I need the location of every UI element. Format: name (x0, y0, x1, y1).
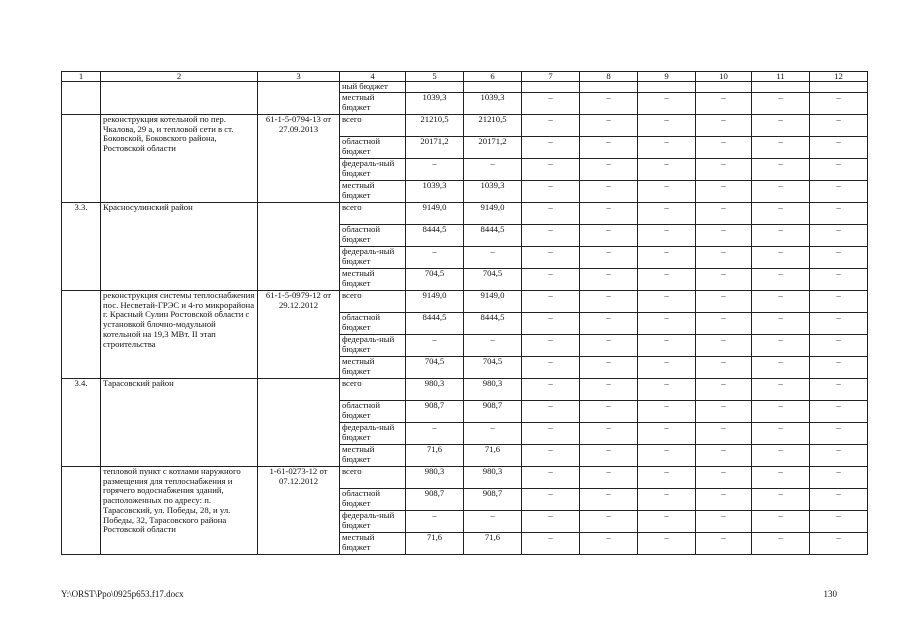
funding-source-cell: местный бюджет (340, 533, 406, 555)
year-amount-cell: – (696, 93, 752, 115)
item-number-cell (62, 82, 101, 115)
year-amount-cell: – (752, 467, 810, 489)
page-number: 130 (823, 589, 837, 599)
funding-source-cell: всего (340, 291, 406, 313)
year-amount-cell (522, 82, 580, 93)
amount-cell: – (464, 159, 522, 181)
amount-cell: 980,3 (406, 379, 464, 401)
year-amount-cell: – (580, 335, 638, 357)
year-amount-cell: – (638, 445, 696, 467)
amount-cell: 8444,5 (464, 313, 522, 335)
year-amount-cell: – (696, 401, 752, 423)
year-amount-cell: – (580, 401, 638, 423)
year-amount-cell: – (752, 511, 810, 533)
year-amount-cell: – (696, 467, 752, 489)
funding-source-cell: местный бюджет (340, 93, 406, 115)
year-amount-cell: – (638, 159, 696, 181)
object-name-cell: реконструкция системы теплоснабжения пос. Несветай-ГРЭС и 4-го микрорайона г. Красный Сулин Ростовской области с установкой блочно-модульной котельной на 19,3 МВт. II этап строительства (101, 291, 258, 379)
column-header: 2 (101, 72, 258, 82)
year-amount-cell: – (810, 137, 868, 159)
year-amount-cell: – (580, 159, 638, 181)
year-amount-cell: – (580, 181, 638, 203)
amount-cell: – (406, 159, 464, 181)
year-amount-cell: – (522, 511, 580, 533)
year-amount-cell: – (522, 379, 580, 401)
column-header: 3 (258, 72, 340, 82)
year-amount-cell: – (810, 511, 868, 533)
year-amount-cell: – (580, 247, 638, 269)
amount-cell: 980,3 (464, 467, 522, 489)
funding-source-cell: местный бюджет (340, 445, 406, 467)
year-amount-cell: – (638, 93, 696, 115)
year-amount-cell: – (580, 489, 638, 511)
year-amount-cell: – (638, 247, 696, 269)
amount-cell: – (406, 423, 464, 445)
year-amount-cell: – (696, 489, 752, 511)
year-amount-cell: – (810, 181, 868, 203)
year-amount-cell: – (696, 357, 752, 379)
document-ref-cell: 1-61-0273-12 от 07.12.2012 (258, 467, 340, 555)
year-amount-cell: – (752, 115, 810, 137)
year-amount-cell: – (696, 159, 752, 181)
year-amount-cell: – (522, 115, 580, 137)
year-amount-cell: – (810, 115, 868, 137)
year-amount-cell: – (522, 225, 580, 247)
column-header: 7 (522, 72, 580, 82)
year-amount-cell: – (810, 467, 868, 489)
year-amount-cell: – (810, 93, 868, 115)
amount-cell: 1039,3 (464, 93, 522, 115)
year-amount-cell: – (580, 357, 638, 379)
amount-cell: 9149,0 (406, 291, 464, 313)
year-amount-cell: – (752, 401, 810, 423)
amount-cell: 8444,5 (464, 225, 522, 247)
year-amount-cell: – (522, 401, 580, 423)
year-amount-cell: – (696, 247, 752, 269)
funding-source-cell: федераль-ный бюджет (340, 159, 406, 181)
year-amount-cell: – (580, 203, 638, 225)
amount-cell: – (406, 247, 464, 269)
funding-source-cell: областной бюджет (340, 137, 406, 159)
object-name-cell (101, 82, 258, 115)
year-amount-cell: – (638, 137, 696, 159)
column-header: 8 (580, 72, 638, 82)
year-amount-cell: – (696, 511, 752, 533)
year-amount-cell (638, 82, 696, 93)
year-amount-cell: – (810, 489, 868, 511)
amount-cell: 980,3 (464, 379, 522, 401)
year-amount-cell: – (580, 423, 638, 445)
year-amount-cell: – (522, 467, 580, 489)
year-amount-cell: – (696, 379, 752, 401)
year-amount-cell: – (522, 489, 580, 511)
year-amount-cell: – (810, 269, 868, 291)
amount-cell (464, 82, 522, 93)
document-ref-cell: 61-1-5-0979-12 от 29.12.2012 (258, 291, 340, 379)
table-row (62, 115, 868, 137)
year-amount-cell: – (638, 225, 696, 247)
funding-source-cell: всего (340, 115, 406, 137)
amount-cell: 980,3 (406, 467, 464, 489)
year-amount-cell: – (810, 401, 868, 423)
year-amount-cell: – (810, 533, 868, 555)
year-amount-cell: – (810, 159, 868, 181)
funding-source-cell: местный бюджет (340, 181, 406, 203)
year-amount-cell: – (696, 335, 752, 357)
year-amount-cell: – (810, 291, 868, 313)
year-amount-cell: – (638, 401, 696, 423)
amount-cell: 1039,3 (406, 93, 464, 115)
year-amount-cell: – (696, 137, 752, 159)
year-amount-cell: – (522, 93, 580, 115)
object-name-cell: Тарасовский район (101, 379, 258, 467)
item-number-cell: 3.4. (62, 379, 101, 467)
year-amount-cell: – (522, 445, 580, 467)
year-amount-cell: – (638, 335, 696, 357)
year-amount-cell: – (638, 313, 696, 335)
column-header: 1 (62, 72, 101, 82)
amount-cell (406, 82, 464, 93)
amount-cell: 20171,2 (406, 137, 464, 159)
column-header: 5 (406, 72, 464, 82)
year-amount-cell: – (638, 489, 696, 511)
year-amount-cell: – (580, 511, 638, 533)
year-amount-cell: – (522, 335, 580, 357)
year-amount-cell: – (580, 115, 638, 137)
year-amount-cell: – (522, 159, 580, 181)
amount-cell: 9149,0 (406, 203, 464, 225)
object-name-cell: тепловой пункт с котлами наружного размещения для теплоснабжения и горячего водоснабжения зданий, расположенных по адресу: п. Тарасовский, ул. Победы, 28, и ул. Победы, 32, Тарасовского района Ростовской области (101, 467, 258, 555)
item-number-cell: 3.3. (62, 203, 101, 291)
year-amount-cell: – (752, 533, 810, 555)
year-amount-cell: – (752, 159, 810, 181)
funding-source-cell: федераль-ный бюджет (340, 247, 406, 269)
document-ref-cell (258, 82, 340, 115)
amount-cell: – (464, 335, 522, 357)
year-amount-cell: – (522, 269, 580, 291)
year-amount-cell: – (752, 203, 810, 225)
year-amount-cell: – (810, 445, 868, 467)
year-amount-cell: – (638, 423, 696, 445)
year-amount-cell: – (810, 313, 868, 335)
amount-cell: 71,6 (464, 445, 522, 467)
table-row (62, 291, 868, 313)
budget-table (61, 71, 868, 555)
year-amount-cell (810, 82, 868, 93)
document-ref-cell (258, 203, 340, 291)
year-amount-cell: – (810, 203, 868, 225)
year-amount-cell: – (752, 269, 810, 291)
amount-cell: 704,5 (464, 357, 522, 379)
item-number-cell (62, 291, 101, 379)
year-amount-cell: – (752, 313, 810, 335)
year-amount-cell: – (580, 225, 638, 247)
year-amount-cell: – (522, 181, 580, 203)
year-amount-cell: – (752, 137, 810, 159)
funding-source-cell: всего (340, 203, 406, 225)
document-ref-cell (258, 379, 340, 467)
column-header: 4 (340, 72, 406, 82)
year-amount-cell (580, 82, 638, 93)
amount-cell: 908,7 (406, 489, 464, 511)
amount-cell: – (464, 423, 522, 445)
year-amount-cell: – (810, 247, 868, 269)
amount-cell: 21210,5 (406, 115, 464, 137)
amount-cell: 908,7 (464, 489, 522, 511)
item-number-cell (62, 115, 101, 203)
year-amount-cell: – (752, 247, 810, 269)
year-amount-cell: – (580, 313, 638, 335)
year-amount-cell: – (522, 357, 580, 379)
year-amount-cell: – (696, 203, 752, 225)
year-amount-cell: – (580, 379, 638, 401)
year-amount-cell: – (580, 137, 638, 159)
column-header: 6 (464, 72, 522, 82)
year-amount-cell: – (810, 423, 868, 445)
year-amount-cell: – (696, 445, 752, 467)
year-amount-cell: – (696, 225, 752, 247)
year-amount-cell: – (752, 423, 810, 445)
amount-cell: 704,5 (464, 269, 522, 291)
amount-cell: 704,5 (406, 269, 464, 291)
year-amount-cell: – (810, 225, 868, 247)
year-amount-cell: – (696, 423, 752, 445)
funding-source-cell: всего (340, 467, 406, 489)
amount-cell: 71,6 (406, 445, 464, 467)
year-amount-cell: – (638, 533, 696, 555)
funding-source-cell: федераль-ный бюджет (340, 423, 406, 445)
year-amount-cell: – (638, 291, 696, 313)
table-row (62, 467, 868, 489)
document-ref-cell: 61-1-5-0794-13 от 27.09.2013 (258, 115, 340, 203)
year-amount-cell: – (522, 203, 580, 225)
funding-source-cell: областной бюджет (340, 489, 406, 511)
item-number-cell (62, 467, 101, 555)
funding-source-cell: местный бюджет (340, 269, 406, 291)
funding-source-cell: областной бюджет (340, 313, 406, 335)
amount-cell: 8444,5 (406, 313, 464, 335)
year-amount-cell: – (580, 445, 638, 467)
year-amount-cell: – (638, 511, 696, 533)
year-amount-cell: – (580, 533, 638, 555)
table-row (62, 82, 868, 93)
year-amount-cell: – (522, 247, 580, 269)
amount-cell: – (406, 511, 464, 533)
document-file-path: Y:\ORST\Ppo\0925p653.f17.docx (61, 589, 184, 599)
year-amount-cell: – (696, 115, 752, 137)
amount-cell: 9149,0 (464, 291, 522, 313)
amount-cell: 71,6 (464, 533, 522, 555)
year-amount-cell: – (810, 335, 868, 357)
year-amount-cell (752, 82, 810, 93)
amount-cell: 21210,5 (464, 115, 522, 137)
column-header: 11 (752, 72, 810, 82)
year-amount-cell: – (638, 115, 696, 137)
year-amount-cell: – (580, 269, 638, 291)
year-amount-cell: – (752, 335, 810, 357)
year-amount-cell: – (522, 291, 580, 313)
column-number-row (62, 72, 868, 82)
year-amount-cell: – (580, 93, 638, 115)
year-amount-cell: – (696, 181, 752, 203)
year-amount-cell: – (638, 269, 696, 291)
year-amount-cell: – (580, 467, 638, 489)
amount-cell: 908,7 (406, 401, 464, 423)
funding-source-cell: федераль-ный бюджет (340, 335, 406, 357)
amount-cell: 704,5 (406, 357, 464, 379)
amount-cell: – (464, 511, 522, 533)
year-amount-cell: – (752, 93, 810, 115)
amount-cell: 9149,0 (464, 203, 522, 225)
year-amount-cell: – (522, 423, 580, 445)
table-row (62, 379, 868, 401)
table-row (62, 203, 868, 225)
amount-cell: 71,6 (406, 533, 464, 555)
year-amount-cell (696, 82, 752, 93)
funding-source-cell: областной бюджет (340, 225, 406, 247)
amount-cell: 8444,5 (406, 225, 464, 247)
year-amount-cell: – (638, 379, 696, 401)
year-amount-cell: – (810, 379, 868, 401)
amount-cell: – (464, 247, 522, 269)
object-name-cell: Красносулинский район (101, 203, 258, 291)
year-amount-cell: – (696, 269, 752, 291)
funding-source-cell: федераль-ный бюджет (340, 511, 406, 533)
year-amount-cell: – (752, 225, 810, 247)
year-amount-cell: – (638, 357, 696, 379)
year-amount-cell: – (696, 291, 752, 313)
column-header: 9 (638, 72, 696, 82)
year-amount-cell: – (522, 313, 580, 335)
object-name-cell: реконструкция котельной по пер. Чкалова, 29 а, и тепловой сети в ст. Боковской, Боковского района, Ростовской области (101, 115, 258, 203)
funding-source-cell: областной бюджет (340, 401, 406, 423)
funding-source-cell: ный бюджет (340, 82, 406, 93)
year-amount-cell: – (522, 533, 580, 555)
funding-source-cell: всего (340, 379, 406, 401)
funding-source-cell: местный бюджет (340, 357, 406, 379)
amount-cell: 20171,2 (464, 137, 522, 159)
amount-cell: 908,7 (464, 401, 522, 423)
amount-cell: – (406, 335, 464, 357)
amount-cell: 1039,3 (406, 181, 464, 203)
year-amount-cell: – (522, 137, 580, 159)
column-header: 10 (696, 72, 752, 82)
year-amount-cell: – (696, 533, 752, 555)
year-amount-cell: – (752, 445, 810, 467)
year-amount-cell: – (752, 357, 810, 379)
column-header: 12 (810, 72, 868, 82)
year-amount-cell: – (752, 379, 810, 401)
year-amount-cell: – (810, 357, 868, 379)
year-amount-cell: – (752, 489, 810, 511)
amount-cell: 1039,3 (464, 181, 522, 203)
year-amount-cell: – (638, 181, 696, 203)
year-amount-cell: – (638, 203, 696, 225)
year-amount-cell: – (580, 291, 638, 313)
year-amount-cell: – (696, 313, 752, 335)
year-amount-cell: – (752, 291, 810, 313)
year-amount-cell: – (638, 467, 696, 489)
year-amount-cell: – (752, 181, 810, 203)
